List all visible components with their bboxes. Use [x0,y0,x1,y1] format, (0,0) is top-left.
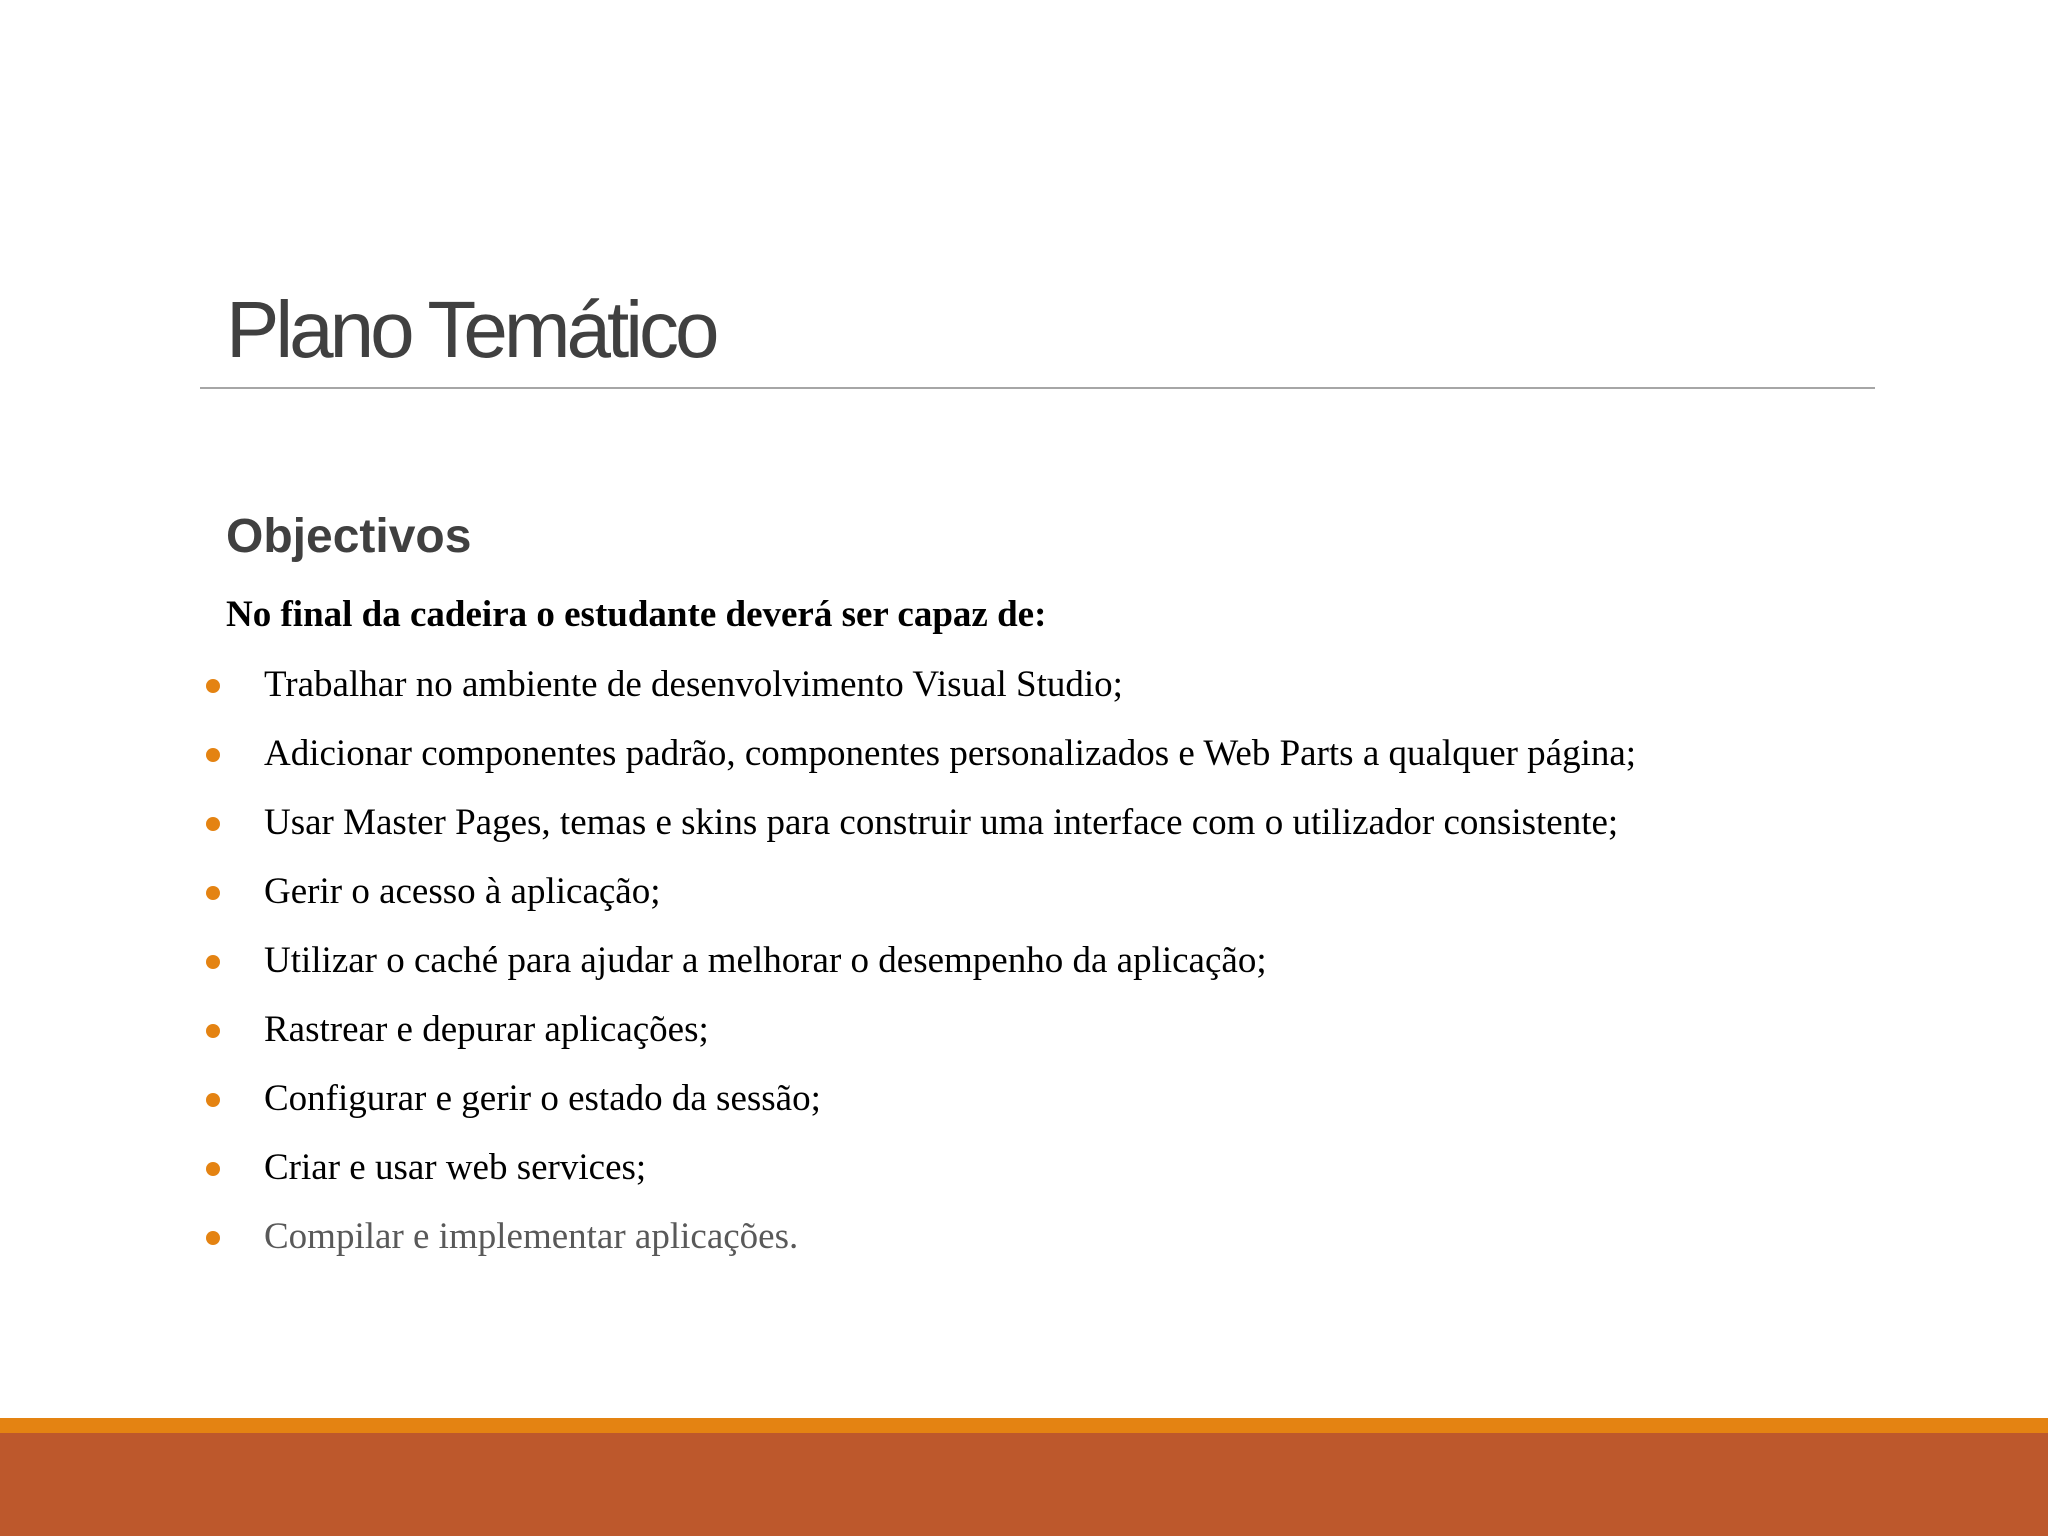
objective-text: Criar e usar web services; [264,1147,647,1188]
objective-text: Adicionar componentes padrão, componentes personalizados e Web Parts a qualquer página; [264,733,1637,774]
objective-text: Usar Master Pages, temas e skins para construir uma interface com o utilizador consistente; [264,802,1619,843]
objective-text: Gerir o acesso à aplicação; [264,871,661,912]
bullet-icon [206,886,220,900]
bullet-icon [206,817,220,831]
objective-text: Configurar e gerir o estado da sessão; [264,1078,821,1119]
bullet-icon [206,679,220,693]
bullet-icon [206,955,220,969]
bullet-icon [206,1024,220,1038]
objective-text: Trabalhar no ambiente de desenvolvimento Visual Studio; [264,664,1123,705]
section-heading: Objectivos [226,510,472,563]
objective-text: Rastrear e depurar aplicações; [264,1009,709,1050]
bullet-icon [206,1231,220,1245]
bullet-icon [206,748,220,762]
objective-text: Compilar e implementar aplicações. [264,1216,799,1257]
footer-band [0,1433,2048,1536]
bullet-icon [206,1162,220,1176]
objective-text: Utilizar o caché para ajudar a melhorar o desempenho da aplicação; [264,940,1267,981]
slide-title: Plano Temático [226,285,716,374]
footer-accent-band [0,1418,2048,1433]
intro-text: No final da cadeira o estudante deverá ser capaz de: [226,594,1047,635]
title-divider [200,387,1875,389]
bullet-icon [206,1093,220,1107]
